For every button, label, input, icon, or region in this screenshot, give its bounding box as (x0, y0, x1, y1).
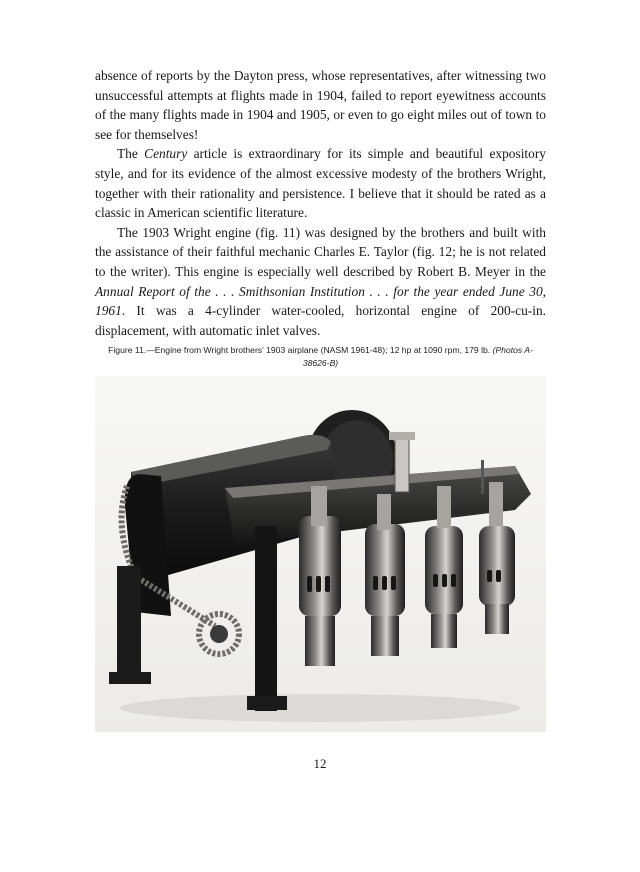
engine-photograph (95, 376, 546, 732)
text-run: The (117, 146, 145, 162)
paragraph-1 (95, 66, 546, 144)
page-number: 12 (313, 756, 327, 771)
figure-caption-credit: (Photos A-38626-B) (302, 345, 533, 368)
figure-caption-text: Figure 11.—Engine from Wright brothers' 1903 airplane (NASM 1961-48); 12 hp at 1090 rpm, 179 lb. (108, 345, 493, 355)
engine-illustration (95, 376, 546, 732)
paragraph-2 (95, 144, 546, 222)
text-run: absence of reports by the Dayton press, whose representatives, after witnessing two unsuccessful attempts at flights made in 1904, failed to report eyewitness accounts of the many flights made in 1904 and 1905, or even to go eight miles out of town to see for themselves! (95, 68, 546, 142)
paragraph-3 (95, 223, 546, 341)
figure-caption (95, 344, 546, 369)
body-text (95, 66, 546, 340)
text-run: The 1903 Wright engine (fig. 11) was designed by the brothers and built with the assistance of their faithful mechanic Charles E. Taylor (fig. 12; he is not related to the writer). This engine is especially well described by Robert B. Meyer in the (95, 224, 546, 279)
italic-run: Century (144, 146, 188, 162)
italic-run: Annual Report of the . . . Smithsonian Institution . . . for the year ended June 30, 1961 (95, 283, 546, 319)
text-run: . It was a 4-cylinder water-cooled, horizontal engine of 200-cu-in. displacement, with automatic inlet valves. (95, 303, 546, 338)
text-run: article is extraordinary for its simple and beautiful expository style, and for its evidence of the almost excessive modesty of the brothers Wright, together with their rationality and persistence. I believe that it should be rated as a classic in American scientific literature. (95, 146, 546, 221)
